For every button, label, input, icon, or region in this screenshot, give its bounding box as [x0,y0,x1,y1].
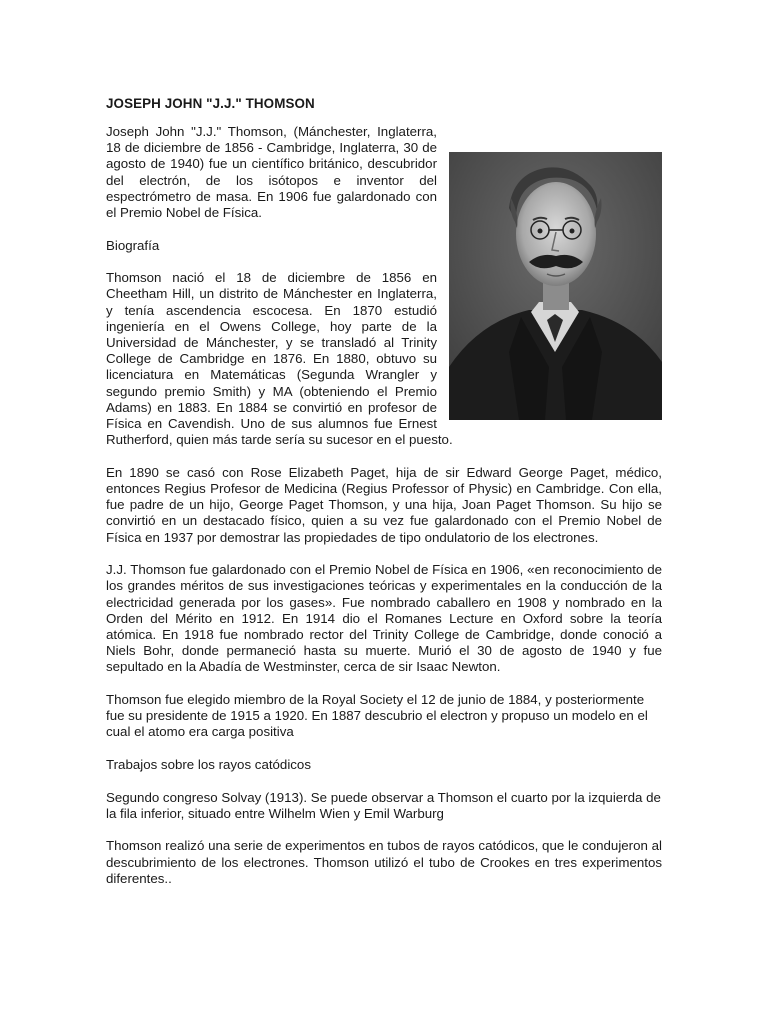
heading-biografia: Biografía [106,237,160,253]
paragraph-solvay: Segundo congreso Solvay (1913). Se puede observar a Thomson el cuarto por la izquierda de la fila inferior, situado entre Wilhelm Wien y Emil Warburg [106,789,661,821]
intro-text-3: , Inglaterra, 30 de agosto de 1940) fue un científico británico, descubridor del [106,140,437,188]
link-isotopos[interactable]: isótopos [268,172,319,188]
link-cambridge[interactable]: Cambridge [266,140,332,156]
link-electron[interactable]: electrón [139,172,187,188]
document-title: JOSEPH JOHN "J.J." THOMSON [106,96,315,111]
link-espectrometro[interactable]: espectrómetro de masa [106,188,249,204]
link-premio-nobel[interactable]: Premio Nobel de Física [120,205,259,221]
document-page [106,96,662,903]
intro-text-6: . En 1906 fue galardonado con el [106,188,438,221]
paragraph-bio-2: En 1890 se casó con Rose Elizabeth Paget, hija de sir Edward George Paget, médico, entonces Regius Profesor de Medicina (Regius Professor of Physic) en Cambridge. Con ella, fue padre de un hijo, George Paget Thomson, y una hija, Joan Paget Thomson. Su hijo se convirtió en un destacado físico, quien a su vez fue galardonado con el Premio Nobel de Física en 1937 por demostrar las propiedades de tipo ondulatorio de los electrones. [106,464,662,545]
paragraph-bio-4: Thomson fue elegido miembro de la Royal Society el 12 de junio de 1884, y posteriormente fue su presidente de 1915 a 1920. En 1887 descubrio el electron y propuso un modelo en el cual el atomo era carga positiva [106,692,648,740]
intro-text-1: Joseph John "J.J." Thomson, ( [106,124,298,139]
heading-trabajos: Trabajos sobre los rayos catódicos [106,757,311,773]
intro-text-5: e inventor del [318,172,437,188]
intro-text-4: , de los [186,172,269,188]
intro-text-7: . [258,205,262,221]
paragraph-experimentos: Thomson realizó una serie de experimentos en tubos de rayos catódicos, que le condujeron al descubrimiento de los electrones. Thomson utilizó el tubo de Crookes en tres experimentos diferentes.. [106,838,662,886]
paragraph-bio-3: J.J. Thomson fue galardonado con el Premio Nobel de Física en 1906, «en reconocimiento de los grandes méritos de sus investigaciones teóricas y experimentales en la conducción de la electricidad generada por los gases». Fue nombrado caballero en 1908 y nombrado en la Orden del Mérito en 1912. En 1914 dio el Romanes Lecture en Oxford sobre la teoría atómica. En 1918 fue nombrado rector del Trinity College de Cambridge, donde conoció a Niels Bohr, donde permaneció hasta su muerte. Murió el 30 de agosto de 1940 y fue sepultado en la Abadía de Westminster, cerca de sir Isaac Newton. [106,562,662,675]
portrait-photo [449,152,662,420]
intro-text-2: , 18 de diciembre de 1856 - [106,124,437,156]
paragraph-bio-1: Thomson nació el 18 de diciembre de 1856 en Cheetham Hill, un distrito de Mánchester en Inglaterra, y tenía ascendencia escocesa. En 1870 estudió ingeniería en el Owens College, hoy parte de la Universidad de Mánchester, y se transladó al Trinity College de Cambridge en 1876. En 1880, obtuvo su licenciatura en Matemáticas (Segunda Wrangler y segundo premio Smith) y MA (obteniendo el Premio Adams) en 1883. En 1884 se convirtió en profesor de Física en Cavendish. Uno de sus alumnos fue Ernest Rutherford, quien más tarde sería su sucesor en el puesto. [106,270,453,448]
link-manchester[interactable]: Mánchester, Inglaterra [297,124,434,139]
